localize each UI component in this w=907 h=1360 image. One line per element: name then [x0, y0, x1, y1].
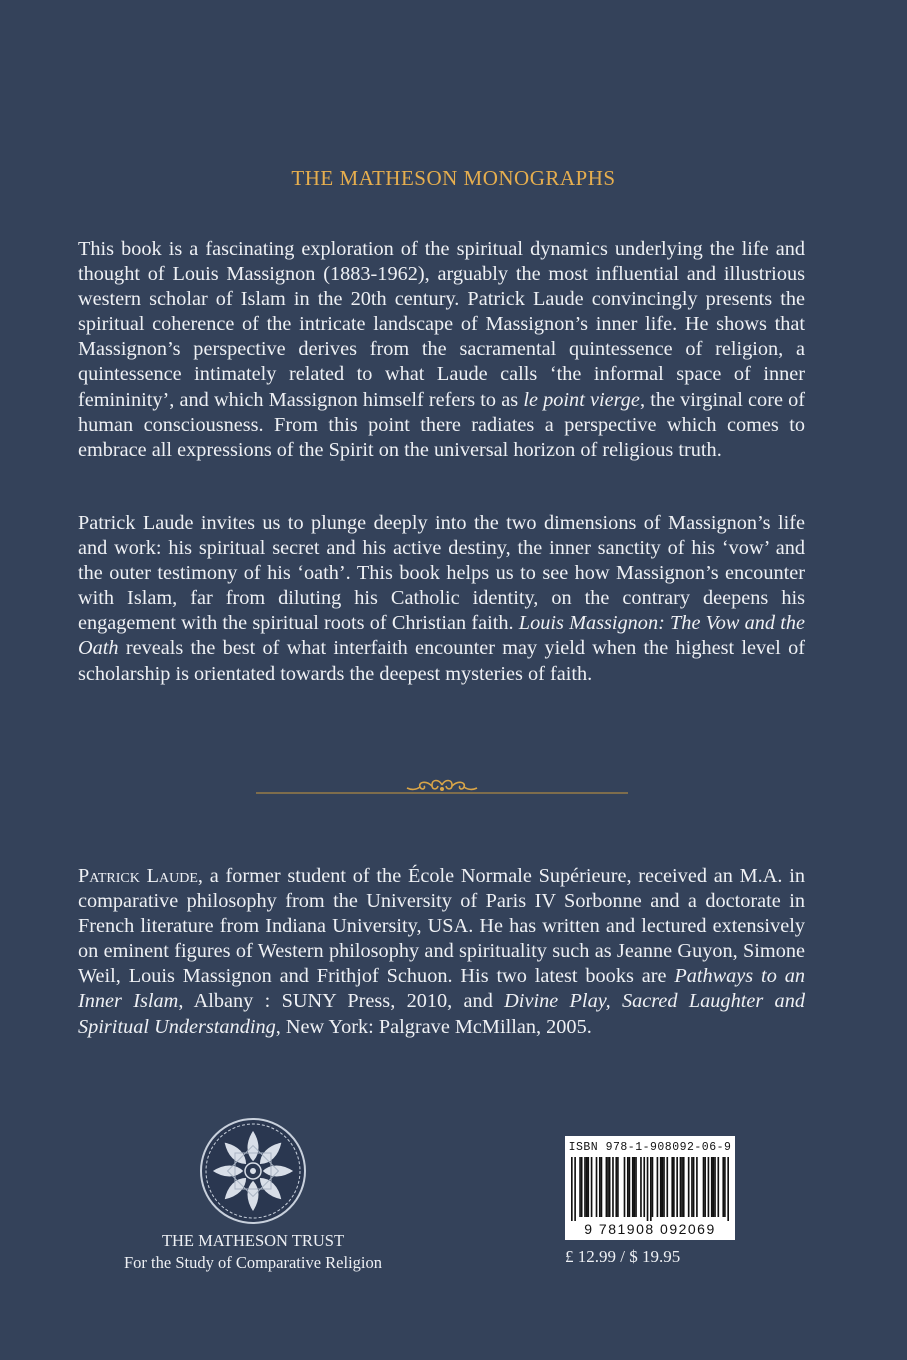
barcode-bar — [596, 1157, 598, 1217]
barcode-bar — [722, 1157, 724, 1217]
barcode-bar — [627, 1157, 629, 1217]
barcode-bar — [662, 1157, 664, 1217]
author-name: Patrick Laude — [78, 865, 198, 887]
isbn-label: ISBN 978-1-908092-06-9 — [568, 1141, 732, 1154]
barcode-bar — [581, 1157, 583, 1217]
barcode-bar — [584, 1157, 586, 1217]
blurb-p2-book-title: Louis Massignon: The Vow and the Oath — [78, 612, 805, 660]
author-book-2: Divine Play, Sacred Laughter and Spiritual Understanding — [78, 990, 805, 1038]
barcode-bar — [660, 1157, 662, 1217]
publisher-name-block — [100, 1230, 406, 1274]
barcode-bar — [711, 1157, 713, 1217]
publisher-tagline: For the Study of Comparative Religion — [123, 1253, 382, 1272]
barcode-bar — [571, 1157, 573, 1221]
barcode-bar — [634, 1157, 636, 1217]
barcode-bar — [652, 1157, 654, 1217]
barcode-bar — [647, 1157, 649, 1221]
barcode-bar — [676, 1157, 678, 1217]
barcode-bar — [727, 1157, 729, 1221]
blurb-p1-text-b: , the virginal core of human consciousness. From this point there radiates a perspective which comes to embrace all expressions of the Spirit on the universal horizon of religious truth. — [78, 388, 806, 461]
author-bio — [78, 864, 805, 1040]
author-bio-text-1: , a former student of the École Normale Supérieure, received an M.A. in comparative philosophy from the University of Paris IV Sorbonne and a doctorate in French literature from Indiana University, USA. He has written and lectured extensively on eminent figures of Western philosophy and spirituality such as Jeanne Guyon, Simone Weil, Louis Massignon and Frithjof Schuon. His two latest books are — [78, 865, 805, 988]
blurb-paragraph-2 — [78, 511, 805, 687]
barcode-bar — [579, 1157, 581, 1217]
blurb-p2-text-a: Patrick Laude invites us to plunge deeply into the two dimensions of Massignon’s life and work: his spiritual secret and his active destiny, the inner sanctity of his ‘vow’ and the outer testimony of his ‘oath’. This book helps us to see how Massignon’s encounter with Islam, far from diluting his Catholic identity, on the contrary deepens his engagement with the spiritual roots of Christian faith. — [78, 512, 805, 635]
barcode-bar — [724, 1157, 726, 1217]
barcode-bar — [606, 1157, 608, 1217]
barcode-bar — [601, 1157, 603, 1217]
barcode-bar — [587, 1157, 589, 1217]
barcode-bar — [717, 1157, 719, 1217]
barcode-bar — [703, 1157, 705, 1217]
barcode-bar — [612, 1157, 614, 1217]
barcode-bar — [673, 1157, 675, 1217]
barcode-bar — [635, 1157, 637, 1217]
barcode-bar — [632, 1157, 634, 1217]
barcode-bar — [691, 1157, 693, 1217]
blurb-p1-text-a: This book is a fascinating exploration of the spiritual dynamics underlying the life and thought of Louis Massignon (1883-1962), arguably the most influential and illustrious western scholar of Islam in the 20th century. Patrick Laude convincingly presents the spiritual coherence of the intricate landscape of Massignon’s inner life. He shows that Massignon’s perspective derives from the sacramental quintessence of religion, a quintessence intimately related to what Laude calls ‘the informal space of inner femininity’, and which Massignon himself refers to as — [78, 238, 805, 411]
rosette-logo-icon — [198, 1116, 308, 1226]
barcode-bar — [574, 1157, 576, 1221]
ornament-divider-icon — [256, 776, 628, 800]
barcode-bar — [591, 1157, 593, 1217]
publisher-name: THE MATHESON TRUST — [161, 1231, 345, 1250]
barcode-bar — [704, 1157, 706, 1217]
barcode — [565, 1136, 735, 1240]
barcode-bar — [671, 1157, 673, 1217]
barcode-bar — [683, 1157, 685, 1217]
author-bio-text-2: , Albany : SUNY Press, 2010, and — [178, 990, 505, 1013]
blurb-paragraph-1 — [78, 237, 805, 463]
barcode-bar — [681, 1157, 683, 1217]
barcode-bar — [624, 1157, 626, 1217]
barcode-bar — [666, 1157, 668, 1217]
barcode-bar — [680, 1157, 682, 1217]
barcode-bar — [615, 1157, 617, 1217]
author-book-1: Pathways to an Inner Islam — [78, 965, 805, 1013]
barcode-bar — [599, 1157, 601, 1217]
barcode-bar — [609, 1157, 611, 1217]
barcode-bar — [713, 1157, 715, 1217]
barcode-bar — [714, 1157, 716, 1217]
barcode-bars — [571, 1157, 729, 1221]
barcode-bar — [586, 1157, 588, 1217]
barcode-bar — [629, 1157, 631, 1217]
author-bio-text-3: , New York: Palgrave McMillan, 2005. — [275, 1015, 592, 1038]
blurb-p2-text-b: reveals the best of what interfaith encounter may yield when the highest level of scholarship is orientated towards the deepest mysteries of faith. — [78, 637, 805, 685]
barcode-bar — [693, 1157, 695, 1217]
barcode-bar — [663, 1157, 665, 1217]
barcode-bar — [643, 1157, 645, 1217]
barcode-bar — [650, 1157, 652, 1221]
barcode-digits: 9 781908 092069 — [584, 1221, 716, 1237]
barcode-bar — [640, 1157, 642, 1217]
blurb-p1-italic: le point vierge — [523, 388, 640, 411]
series-title: THE MATHESON MONOGRAPHS — [291, 166, 616, 190]
barcode-bar — [688, 1157, 690, 1217]
barcode-bar — [708, 1157, 710, 1217]
barcode-bar — [607, 1157, 609, 1217]
price: £ 12.99 / $ 19.95 — [565, 1247, 681, 1266]
barcode-bar — [617, 1157, 619, 1217]
barcode-bar — [657, 1157, 659, 1217]
barcode-bar — [696, 1157, 698, 1217]
